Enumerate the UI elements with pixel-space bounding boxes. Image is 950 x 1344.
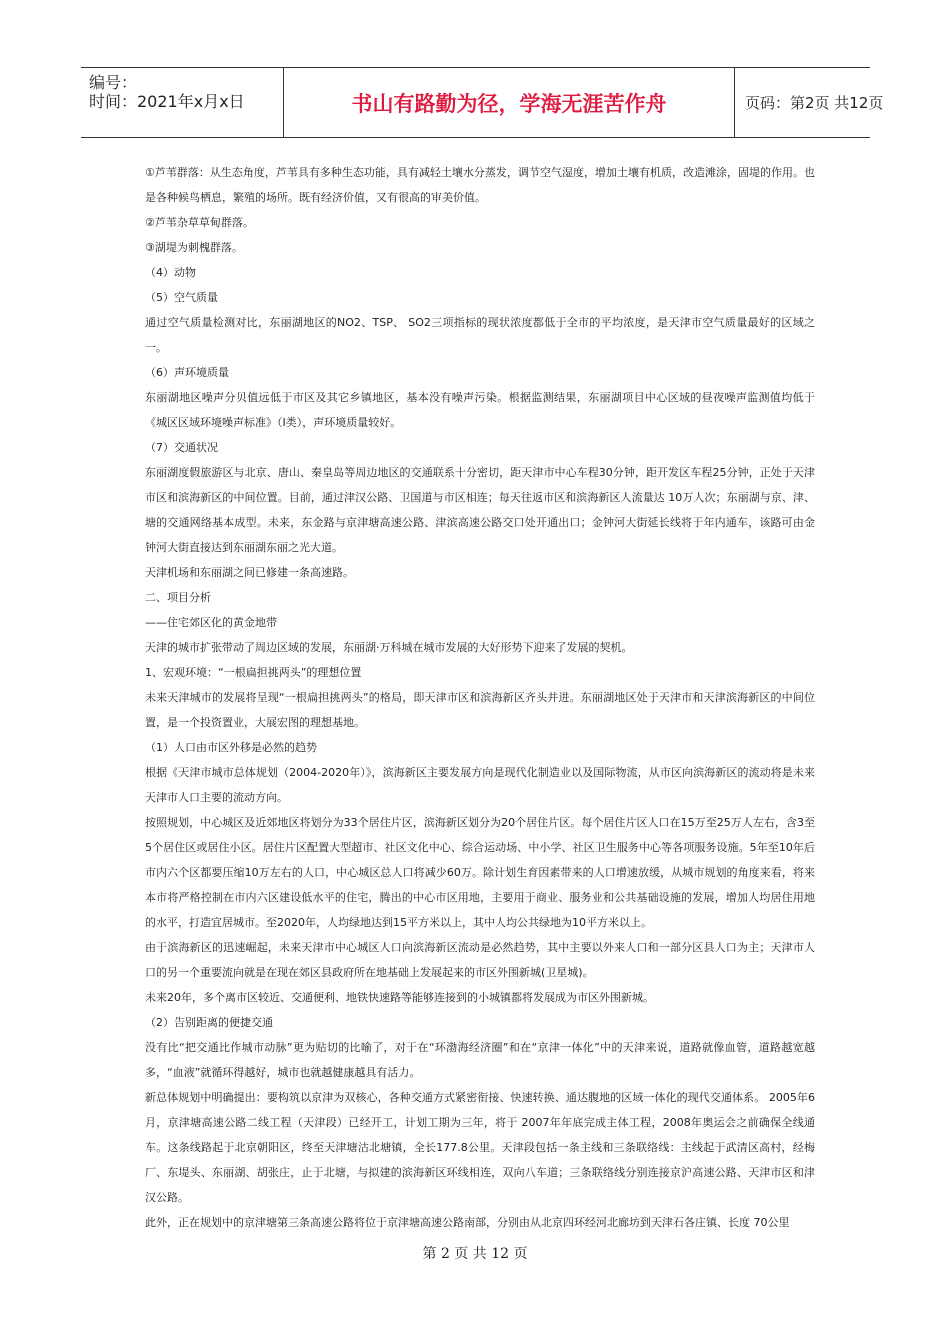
body-paragraph: 新总体规划中明确提出：要构筑以京津为双核心，各种交通方式紧密衔接、快速转换、通达腹地的区域一体化的现代交通体系。 2005年6月，京津塘高速公路二线工程（天津段）已经开工，计划工期为三年，将于 2007年年底完成主体工程，2008年奥运会之前确保全线通车。这条线路起于北京朝阳区，终至天津塘沽北塘镇，全长177.8公里。天津段包括一条主线和三条联络线：主线起于武清区高村，经梅厂、东堤头、东丽湖、胡张庄，止于北塘，与拟建的滨海新区环线相连，双向八车道；三条联络线分别连接京沪高速公路、天津市区和津汉公路。 [145,1091,815,1204]
page-footer: 第 2 页 共 12 页 [422,1246,528,1262]
document-number-label: 编号： [89,73,138,92]
body-paragraph: ——住宅郊区化的黄金地带 [145,616,277,629]
body-paragraph: （7）交通状况 [145,441,218,454]
body-paragraph: ③湖堤为刺槐群落。 [145,241,243,254]
page-header [81,67,884,138]
body-paragraph: 天津机场和东丽湖之间已修建一条高速路。 [145,566,354,579]
body-paragraph: 根据《天津市城市总体规划（2004-2020年）》，滨海新区主要发展方向是现代化制造业以及国际物流，从市区向滨海新区的流动将是未来天津市人口主要的流动方向。 [145,766,815,804]
body-paragraph: （5）空气质量 [145,291,218,304]
body-paragraph: 按照规划，中心城区及近郊地区将划分为33个居住片区，滨海新区划分为20个居住片区。每个居住片区人口在15万至25万人左右，含3至5个居住区或居住小区。居住片区配置大型超市、社区文化中心、综合运动场、中小学、社区卫生服务中心等各项服务设施。5年至10年后市内六个区都要压缩10万左右的人口，中心城区总人口将减少60万。除计划生育因素带来的人口增速放缓，从城市规划的角度来看，将来本市将严格控制在市内六区建设低水平的住宅，腾出的中心市区用地，主要用于商业、服务业和公共基础设施的发展，增加人均居住用地的水平，打造宜居城市。至2020年，人均绿地达到15平方米以上，其中人均公共绿地为10平方米以上。 [145,816,815,929]
body-paragraph: ②芦苇杂草草甸群落。 [145,216,254,229]
body-paragraph: （4）动物 [145,266,196,279]
body-paragraph: 东丽湖地区噪声分贝值远低于市区及其它乡镇地区，基本没有噪声污染。根据监测结果，东丽湖项目中心区域的昼夜噪声监测值均低于《城区区域环境噪声标准》（I类），声环境质量较好。 [145,391,815,429]
document-time-label: 时间：2021年x月x日 [89,92,245,111]
body-paragraph: ①芦苇群落：从生态角度，芦苇具有多种生态功能，具有减轻土壤水分蒸发，调节空气湿度，增加土壤有机质，改造滩涂，固堤的作用。也是各种候鸟栖息，繁殖的场所。既有经济价值，又有很高的审美价值。 [145,166,815,204]
body-paragraph: 此外，正在规划中的京津塘第三条高速公路将位于京津塘高速公路南部，分别由从北京四环经河北廊坊到天津石各庄镇、长度 70公里 [145,1216,790,1229]
body-paragraph: （2）告别距离的便捷交通 [145,1016,273,1029]
body-paragraph: 未来天津城市的发展将呈现“一根扁担挑两头”的格局，即天津市区和滨海新区齐头并进。东丽湖地区处于天津市和天津滨海新区的中间位置，是一个投资置业，大展宏图的理想基地。 [145,691,815,729]
body-paragraph: 天津的城市扩张带动了周边区域的发展，东丽湖·万科城在城市发展的大好形势下迎来了发展的契机。 [145,641,633,654]
body-paragraph: 未来20年，多个离市区较近、交通便利、地铁快速路等能够连接到的小城镇都将发展成为市区外围新城。 [145,991,654,1004]
body-paragraph: （1）人口由市区外移是必然的趋势 [145,741,317,754]
body-paragraph: 1、宏观环境：“一根扁担挑两头”的理想位置 [145,666,362,679]
header-motto: 书山有路勤为径，学海无涯苦作舟 [351,92,667,116]
header-page-cell [735,68,884,137]
document-body [145,160,815,1235]
body-paragraph: 通过空气质量检测对比，东丽湖地区的NO2、TSP、 SO2三项指标的现状浓度都低于全市的平均浓度，是天津市空气质量最好的区域之一。 [145,316,815,354]
body-paragraph: 二、项目分析 [145,591,211,604]
header-motto-cell [284,68,735,137]
body-paragraph: 没有比“把交通比作城市动脉”更为贴切的比喻了，对于在“环渤海经济圈”和在“京津一体化”中的天津来说，道路就像血管，道路越宽越多，“血液”就循环得越好，城市也就越健康越具有活力。 [145,1041,815,1079]
body-paragraph: 由于滨海新区的迅速崛起，未来天津市中心城区人口向滨海新区流动是必然趋势，其中主要以外来人口和一部分区县人口为主；天津市人口的另一个重要流向就是在现在郊区县政府所在地基础上发展起来的市区外围新城(卫星城)。 [145,941,815,979]
body-paragraph: 东丽湖度假旅游区与北京、唐山、秦皇岛等周边地区的交通联系十分密切，距天津市中心车程30分钟，距开发区车程25分钟，正处于天津市区和滨海新区的中间位置。目前，通过津汉公路、卫国道与市区相连；每天往返市区和滨海新区人流量达 10万人次；东丽湖与京、津、塘的交通网络基本成型。未来，东金路与京津塘高速公路、津滨高速公路交口处开通出口；金钟河大街延长线将于年内通车，该路可由金钟河大街直接达到东丽湖东丽之光大道。 [145,466,815,554]
body-paragraph: （6）声环境质量 [145,366,229,379]
header-page-label: 页码：第2页 共12页 [745,94,884,112]
header-info-cell [81,68,284,137]
